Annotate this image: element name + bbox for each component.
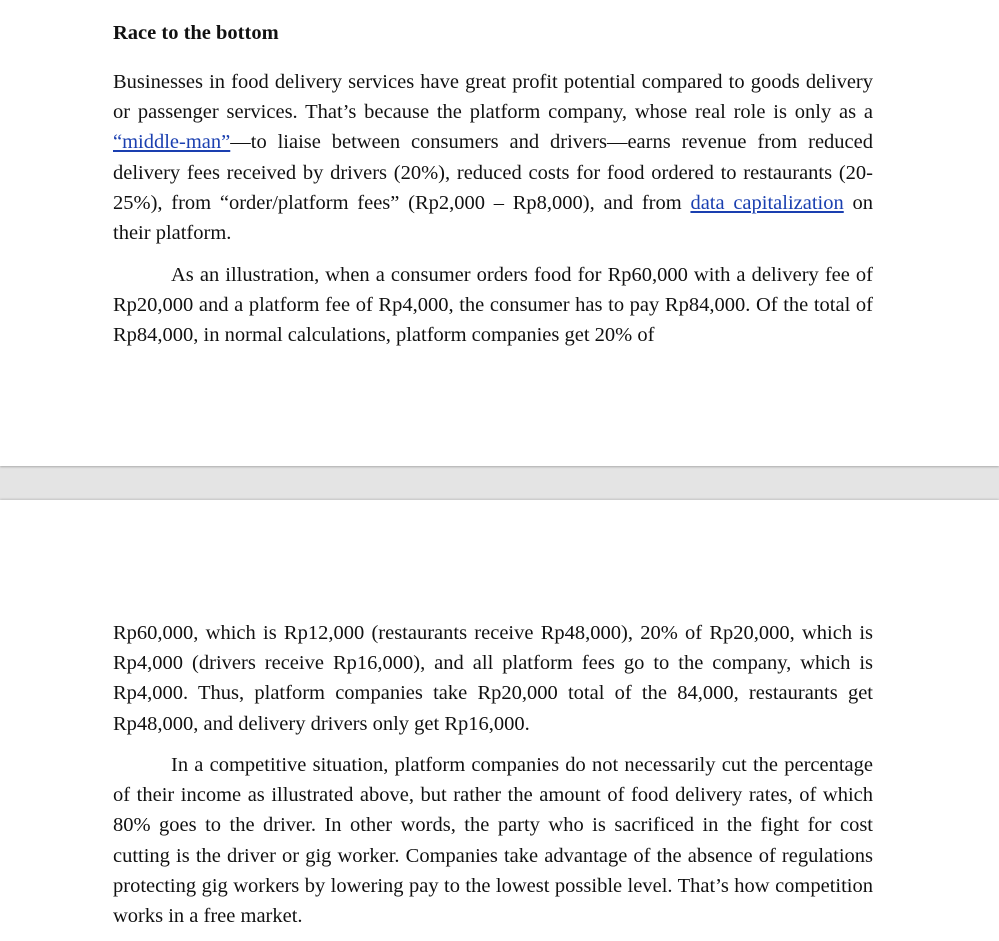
paragraph-2-text: As an illustration, when a consumer orders food for Rp60,000 with a delivery fee of Rp20,000 and a platform fee of Rp4,000, the consumer has to pay Rp84,000. Of the total of Rp84,000, in normal calculations, platform companies get 20% of xyxy=(113,264,873,347)
paragraph-3-text: Rp60,000, which is Rp12,000 (restaurants receive Rp48,000), 20% of Rp20,000, which is Rp4,000 (drivers receive Rp16,000), and all platform fees go to the company, which is Rp4,000. Thus, platform companies take Rp20,000 total of the 84,000, restaurants get Rp48,000, and delivery drivers only get Rp16,000. xyxy=(113,622,873,735)
paragraph-2 xyxy=(113,260,873,351)
section-heading: Race to the bottom xyxy=(113,22,279,44)
paragraph-4 xyxy=(113,750,873,931)
middle-man-link[interactable]: “middle-man” xyxy=(113,131,231,154)
paragraph-1-text-end: on their platform. xyxy=(113,191,873,245)
data-capitalization-link[interactable]: data capitalization xyxy=(690,191,844,214)
paragraph-1-text xyxy=(113,67,873,248)
paragraph-4-text: In a competitive situation, platform companies do not necessarily cut the percentage of their income as illustrated above, but rather the amount of food delivery rates, of which 80% goes to the driver. In other words, the party who is sacrificed in the fight for cost cutting is the driver or gig worker. Companies take advantage of the absence of regulations protecting gig workers by lowering pay to the lowest possible level. That’s how competition works in a free market. xyxy=(113,754,873,928)
document-page-1 xyxy=(0,0,999,466)
paragraph-1-text-start: Businesses in food delivery services have great profit potential compared to goods delivery or passenger services. That’s because the platform company, whose real role is only as a xyxy=(113,71,873,124)
paragraph-1-text-middle: —to liaise between consumers and drivers—earns revenue from reduced delivery fees received by drivers (20%), reduced costs for food ordered to restaurants (20- 25%), from “order/platform fees” (Rp2,000 – Rp8,000), and from xyxy=(113,131,873,214)
paragraph-1 xyxy=(113,67,873,248)
paragraph-3 xyxy=(113,618,873,739)
